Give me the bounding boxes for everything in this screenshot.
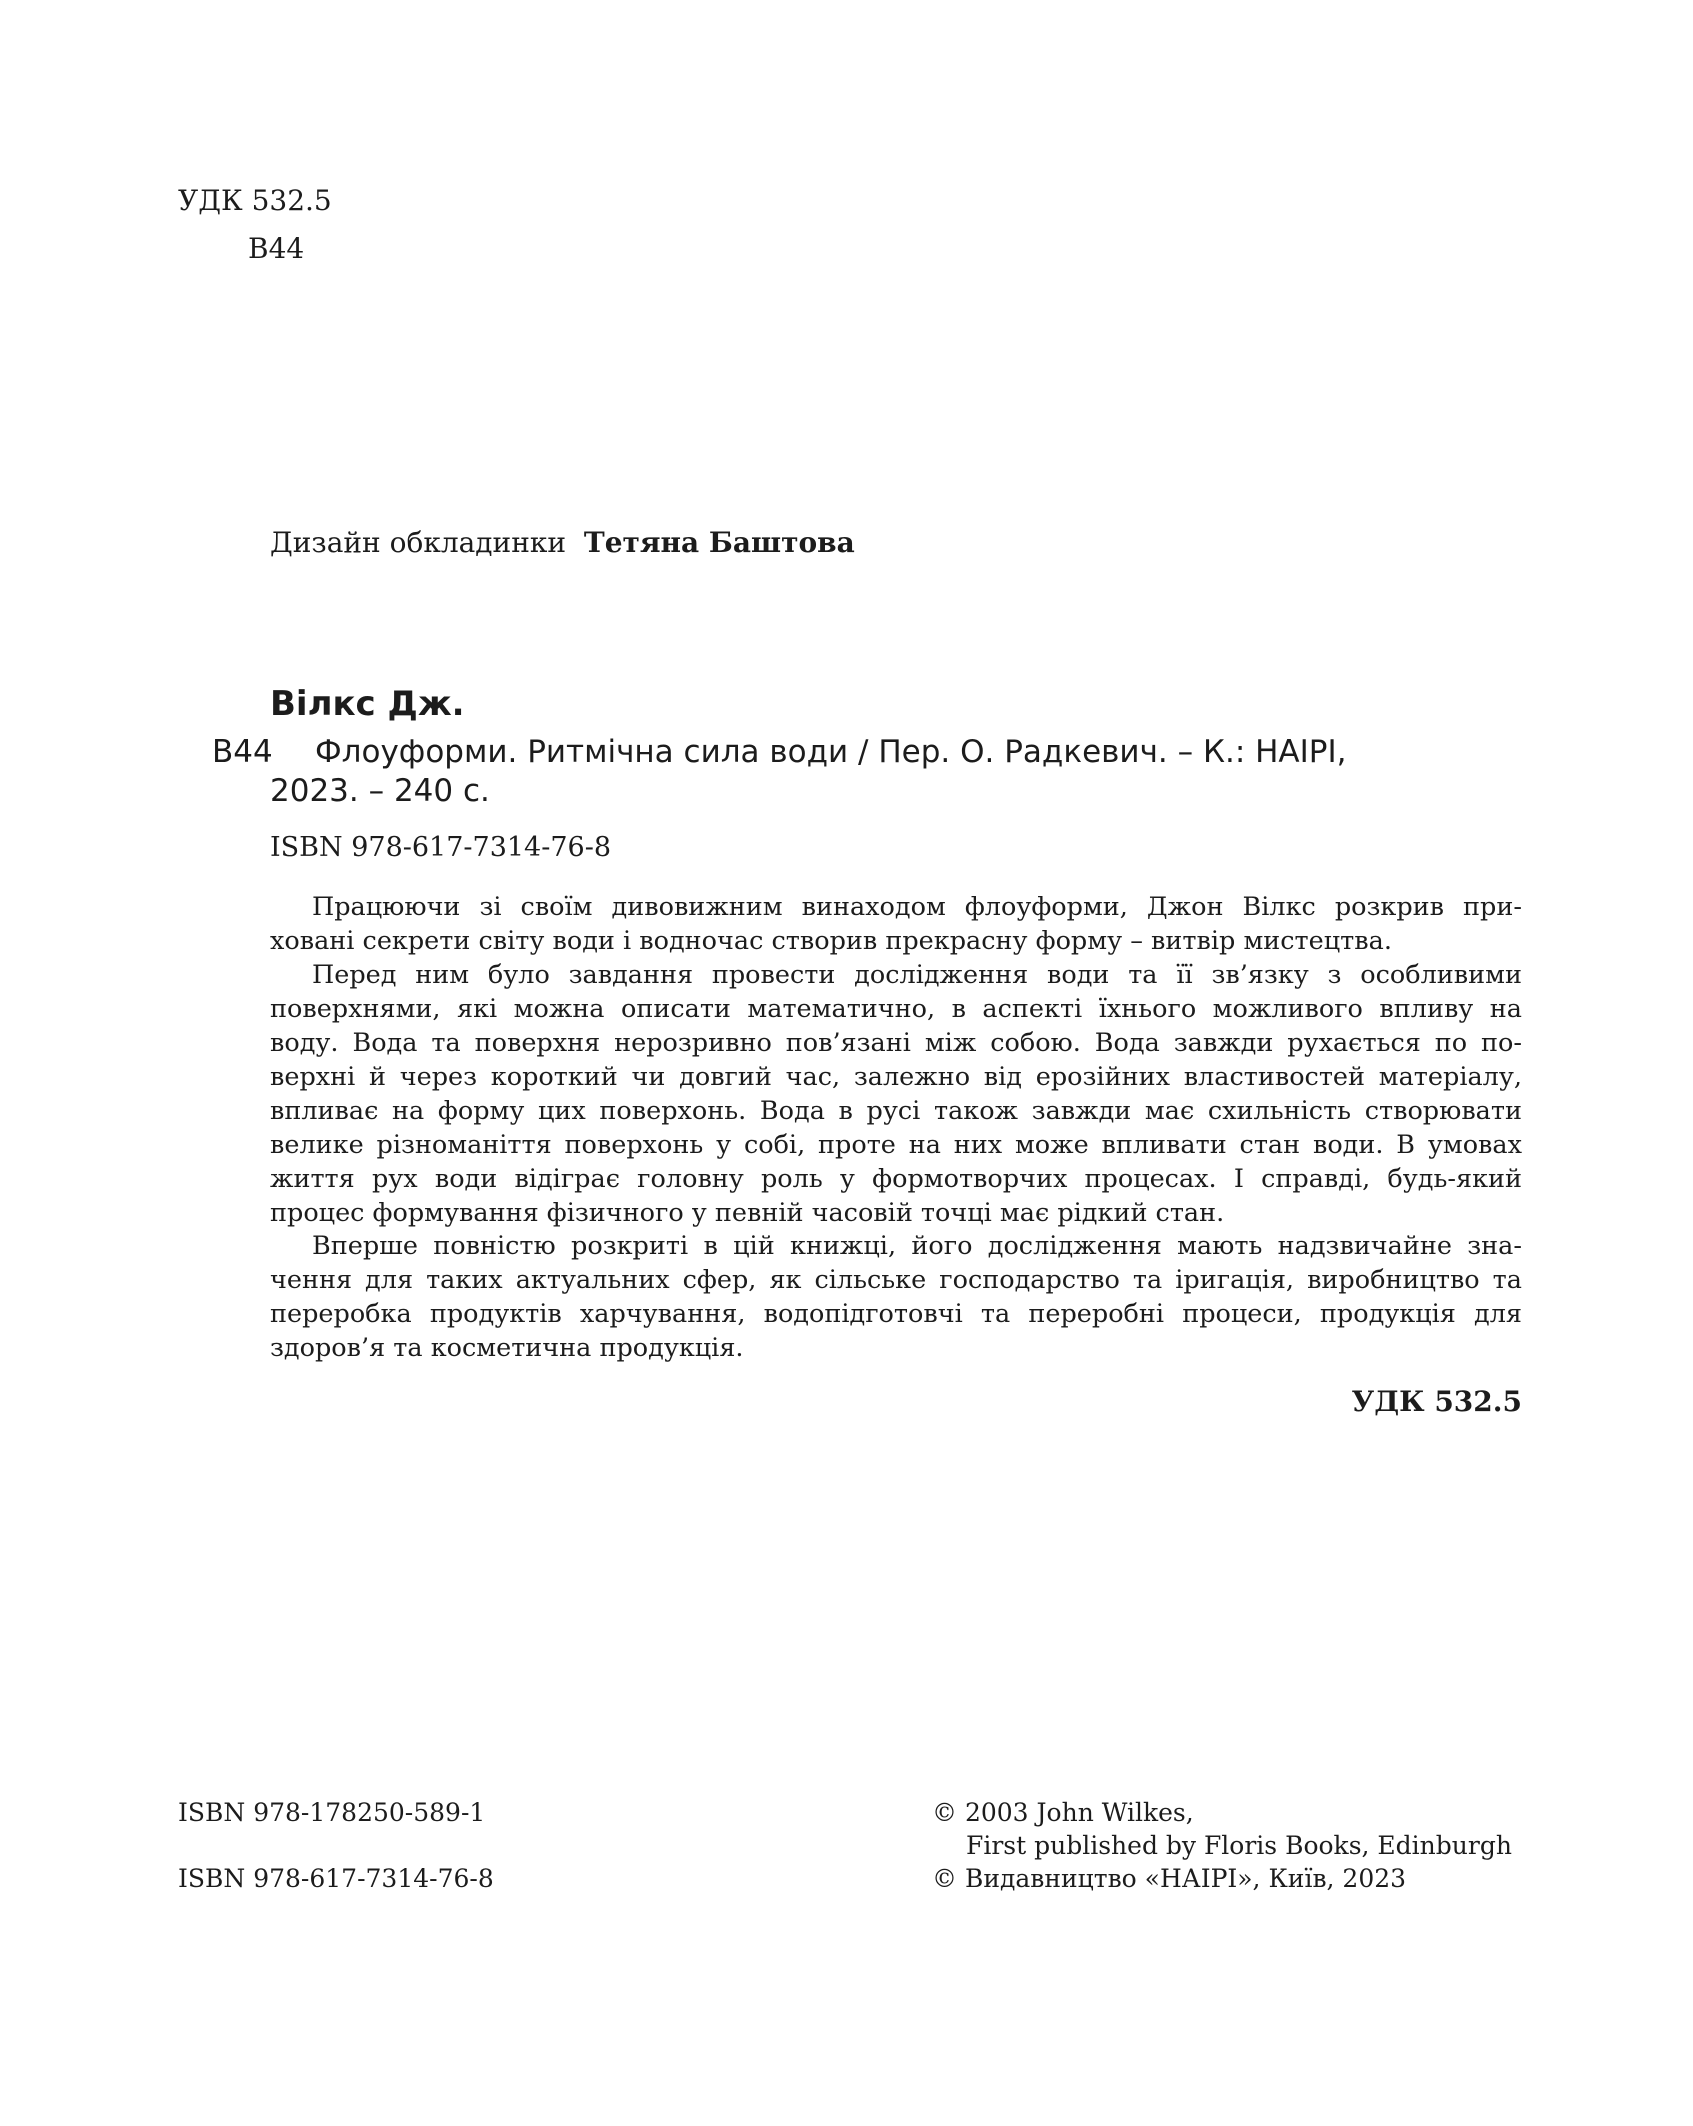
abstract-line: воду. Вода та поверхня нерозривно пов’язані між собою. Вода завжди рухається по по-	[270, 1028, 1522, 1058]
abstract-line: велике різноманіття поверхонь у собі, проте на них може впливати стан води. В умовах	[270, 1130, 1522, 1160]
isbn-original: ISBN 978-178250-589-1	[178, 1798, 486, 1827]
cover-designer-name: Тетяна Баштова	[583, 526, 855, 559]
author-code-header: В44	[248, 232, 305, 265]
abstract-line: впливає на форму цих поверхонь. Вода в русі також завжди має схильність створювати	[270, 1096, 1522, 1126]
udk-header: УДК 532.5	[178, 184, 332, 217]
abstract-line: верхні й через короткий чи довгий час, залежно від ерозійних властивостей матеріалу,	[270, 1062, 1522, 1092]
isbn-ukrainian: ISBN 978-617-7314-76-8	[178, 1864, 494, 1893]
udk-footer-code: УДК 532.5	[1351, 1385, 1522, 1418]
abstract-line: чення для таких актуальних сфер, як сільське господарство та іригація, виробництво та	[270, 1265, 1522, 1295]
abstract-line: ховані секрети світу води і водночас створив прекрасну форму – витвір мистецтва.	[270, 926, 1392, 956]
cover-design-label: Дизайн обкладинки	[270, 526, 567, 559]
abstract-line: процес формування фізичного у певній часовій точці має рідкий стан.	[270, 1198, 1225, 1228]
abstract-paragraph-2	[270, 958, 1522, 1230]
entry-title-line-2: 2023. – 240 с.	[270, 773, 490, 809]
abstract-line: переробка продуктів харчування, водопідготовчі та переробні процеси, продукція для	[270, 1299, 1522, 1329]
entry-isbn: ISBN 978-617-7314-76-8	[270, 832, 612, 863]
copyright-publisher: © Видавництво «НАІРІ», Київ, 2023	[932, 1864, 1407, 1893]
abstract-line: Вперше повністю розкриті в цій книжці, його дослідження мають надзвичайне зна-	[312, 1231, 1522, 1261]
cover-design-credit	[270, 525, 855, 561]
author-name: Вілкс Дж.	[270, 684, 465, 724]
entry-author-code: В44	[212, 734, 273, 770]
abstract-paragraph-3	[270, 1229, 1522, 1365]
entry-title-line-1: Флоуформи. Ритмічна сила води / Пер. О. Радкевич. – К.: НАІРІ,	[315, 734, 1347, 770]
abstract-line: поверхнями, які можна описати математично, в аспекті їхнього можливого впливу на	[270, 994, 1522, 1024]
abstract-line: здоров’я та косметична продукція.	[270, 1333, 744, 1363]
abstract-line: життя рух води відіграє головну роль у формотворчих процесах. І справді, будь-який	[270, 1164, 1522, 1194]
first-published-note: First published by Floris Books, Edinburgh	[966, 1831, 1512, 1860]
abstract-line: Працюючи зі своїм дивовижним винаходом флоуформи, Джон Вілкс розкрив при-	[312, 892, 1522, 922]
abstract-line: Перед ним було завдання провести дослідження води та її зв’язку з особливими	[312, 960, 1522, 990]
abstract-paragraph-1	[270, 890, 1522, 958]
copyright-original: © 2003 John Wilkes,	[932, 1798, 1194, 1827]
